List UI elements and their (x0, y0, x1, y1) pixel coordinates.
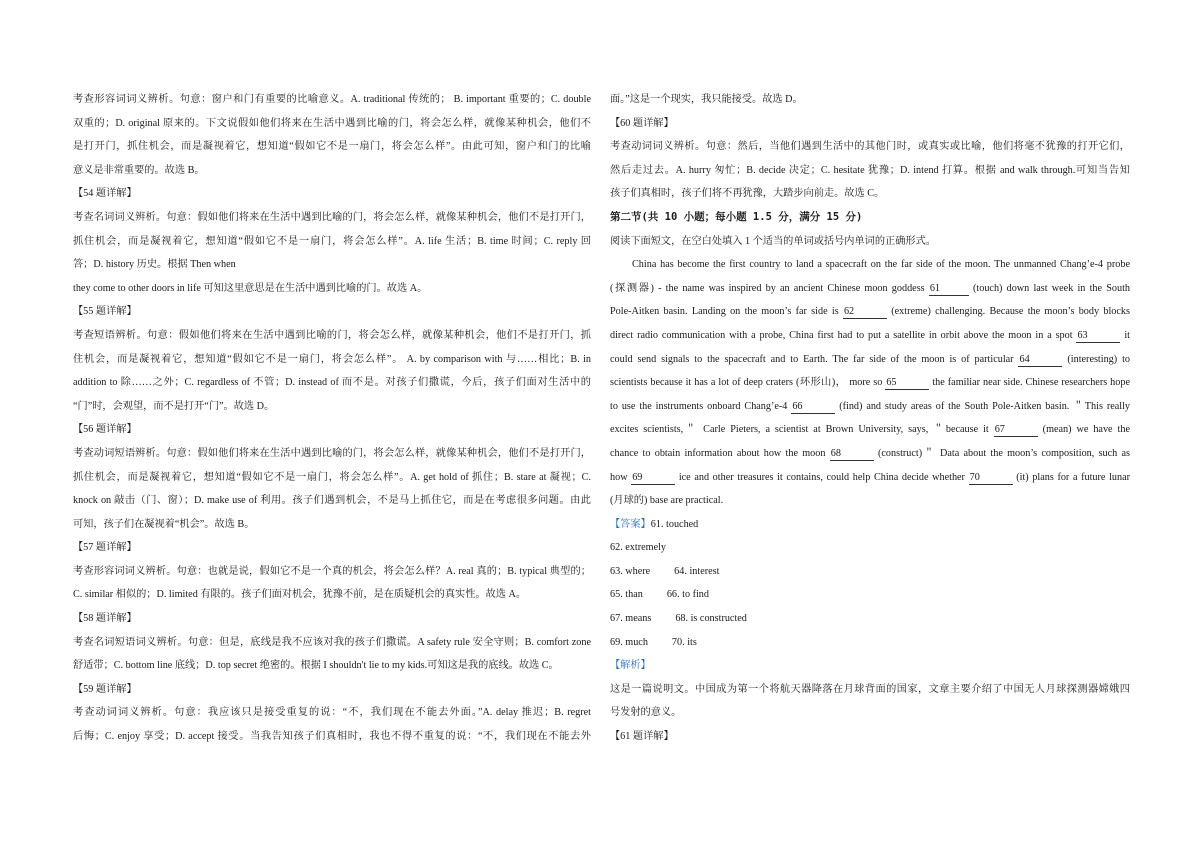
answer-67: 67. means (610, 613, 652, 625)
analysis-line-1: 这是一篇说明文。中国成为第一个将航天器降落在月球背面的国家，文章主要介绍了中国无人月球探测器嫦娥四 (610, 683, 1130, 695)
q56-line-2: 抓住机会，而是凝视着它，想知道“假如它不是一扇门，将会怎么样”。A. get hold of 抓住；B. stare at 凝视；C. (73, 471, 591, 483)
passage-line-7 (610, 395, 1130, 419)
answer-63: 63. where (610, 565, 651, 577)
passage-text: (探测器) - the name was inspired by an ancient Chinese moon goddess (610, 282, 929, 294)
heading-q59: 【59 题详解】 (73, 683, 137, 695)
q60-line-1: 考查动词词义辨析。句意：然后，当他们遇到生活中的其他门时，或真实或比喻，他们将毫不犹豫的打开它们， (610, 141, 1130, 153)
q55-line-2: 住机会，而是凝视着它，想知道“假如它不是一扇门，将会怎么样”。 A. by comparison with 与……相比；B. in (73, 353, 591, 365)
answer-line-2 (610, 536, 1130, 560)
answer-64: 64. interest (674, 565, 720, 577)
heading-q55: 【55 题详解】 (73, 306, 137, 318)
blank-68: 68 (830, 447, 874, 461)
answer-line-3 (610, 560, 1130, 584)
answer-66: 66. to find (666, 589, 709, 601)
answer-line-1 (610, 513, 1130, 537)
q60-line-3: 孩子们真相时，孩子们将不再犹豫，大踏步向前走。故选 C。 (610, 188, 885, 200)
section-title: 第二节(共 10 小题；每小题 1.5 分，满分 15 分) (610, 210, 863, 223)
passage-line-10 (610, 466, 1130, 490)
passage-line-6 (610, 371, 1130, 395)
passage-text: direct radio communication with a probe, China first had to put a satellite in orbit above the moon in a spot (610, 329, 1077, 341)
blank-64: 64 (1018, 353, 1062, 367)
passage-text: scientists because it has a lot of deep craters (环形山)， more so (610, 377, 886, 389)
passage-text: (construct)＂ Data about the moon’s composition, such as (873, 447, 1130, 459)
answer-tag: 【答案】 (610, 518, 651, 530)
q57-line-2: C. similar 相似的；D. limited 有限的。孩子们面对机会，犹豫不前，是在质疑机会的真实性。故选 A。 (73, 589, 527, 601)
passage-text: excites scientists,＂ Carle Pieters, a scientist at Brown University, says, ＂because it (610, 424, 994, 436)
q55-line-1: 考查短语辨析。句意：假如他们将来在生活中遇到比喻的门，将会怎么样，就像某种机会，他们不是打开门，抓 (73, 329, 591, 341)
passage-text: the familiar near side. Chinese researchers hope (929, 377, 1130, 389)
passage-text: Pole-Aitken basin. Landing on the moon’s far side is (610, 306, 843, 318)
heading-q61: 【61 题详解】 (610, 731, 674, 743)
q56-line-3: knock on 敲击（门、窗）；D. make use of 利用。孩子们遇到机会，不是马上抓住它，而是在考虑很多问题。由此 (73, 495, 591, 507)
q58-line-1: 考查名词短语词义辨析。句意：但是，底线是我不应该对我的孩子们撒谎。A safety rule 安全守则；B. comfort zone (73, 636, 591, 648)
blank-65: 65 (885, 376, 929, 390)
answer-70: 70. its (671, 636, 697, 648)
q53-line-2: 双重的；D. original 原来的。下文说假如他们将来在生活中遇到比喻的门，将会怎么样，就像某种机会，他们不 (73, 117, 591, 129)
passage-line-3 (610, 300, 1130, 324)
left-column (73, 88, 591, 749)
passage-text: how (610, 471, 632, 483)
right-column (610, 88, 1130, 749)
passage-text: (find) and study areas of the South Pole-Aitken basin. ＂This really (835, 400, 1130, 412)
q59-line-2: 后悔；C. enjoy 享受；D. accept 接受。当我告知孩子们真相时，我也不得不重复的说：“不，我们现在不能去外 (73, 731, 591, 743)
answer-65: 65. than (610, 589, 643, 601)
section-instruction: 阅读下面短文，在空白处填入 1 个适当的单词或括号内单词的正确形式。 (610, 235, 936, 247)
answer-line-5 (610, 607, 1130, 631)
passage-text: (touch) down last week in the South (968, 282, 1130, 294)
passage-text: (it) plans for a future lunar (1012, 471, 1130, 483)
analysis-tag: 【解析】 (610, 660, 651, 672)
answer-62: 62. extremely (610, 542, 667, 554)
passage-text: could send signals to the spacecraft and to Earth. The far side of the moon is of particular (610, 353, 1019, 365)
q54-line-2: 抓住机会，而是凝视着它，想知道“假如它不是一扇门，将会怎么样”。A. life 生活；B. time 时间；C. reply 回 (73, 235, 591, 247)
heading-q60: 【60 题详解】 (610, 117, 674, 129)
answer-61: 61. touched (650, 518, 699, 530)
passage-text: (extreme) challenging. Because the moon’s body blocks (886, 306, 1130, 318)
blank-66: 66 (791, 400, 835, 414)
passage-text: to use the instruments onboard Chang’e-4 (610, 400, 792, 412)
q54-line-1: 考查名词词义辨析。句意：假如他们将来在生活中遇到比喻的门，将会怎么样，就像某种机会，他们不是打开门， (73, 211, 591, 223)
q53-line-4: 意义是非常重要的。故选 B。 (73, 164, 205, 176)
q53-line-3: 是打开门，抓住机会，而是凝视着它，想知道“假如它不是一扇门，将会怎么样”。由此可知，窗户和门的比喻 (73, 141, 591, 153)
blank-62: 62 (843, 305, 887, 319)
passage-text: (mean) we have the (1037, 424, 1130, 436)
blank-63: 63 (1076, 329, 1120, 343)
passage-text: ice and other treasures it contains, could help China decide whether (675, 471, 969, 483)
passage-line-5 (610, 348, 1130, 372)
heading-q54: 【54 题详解】 (73, 188, 137, 200)
q56-line-4: 可知，孩子们在凝视着“机会”。故选 B。 (73, 518, 255, 530)
answer-69: 69. much (610, 636, 648, 648)
q59-line-3: 面。”这是一个现实，我只能接受。故选 D。 (610, 94, 803, 105)
passage-text: (interesting) to (1062, 353, 1130, 365)
passage-line-1: China has become the first country to land a spacecraft on the far side of the moon. The unmanned Chang’e-4 probe (632, 259, 1130, 271)
q54-line-3: 答；D. history 历史。根据 Then when (73, 259, 236, 271)
heading-q56: 【56 题详解】 (73, 424, 137, 436)
q55-line-4: “门”时，会观望，而不是打开“门”。故选 D。 (73, 400, 275, 412)
answer-line-4 (610, 583, 1130, 607)
passage-line-11: (月球的) base are practical. (610, 495, 724, 507)
q53-line-1: 考查形容词词义辨析。句意：窗户和门有重要的比喻意义。A. traditional 传统的； B. important 重要的；C. double (73, 94, 591, 105)
passage-text: chance to obtain information about how the moon (610, 447, 830, 459)
q56-line-1: 考查动词短语辨析。句意：假如他们将来在生活中遇到比喻的门，将会怎么样，就像某种机会，他们不是打开门， (73, 447, 591, 459)
passage-text: it (1120, 329, 1130, 341)
q55-line-3: addition to 除……之外；C. regardless of 不管；D. instead of 而不是。对孩子们撒谎，今后，孩子们面对生活中的 (73, 377, 591, 389)
heading-q57: 【57 题详解】 (73, 542, 137, 554)
blank-61: 61 (929, 282, 969, 296)
q57-line-1: 考查形容词词义辨析。句意：也就是说，假如它不是一个真的机会，将会怎么样？A. real 真的；B. typical 典型的； (73, 565, 591, 577)
passage-line-4 (610, 324, 1130, 348)
q60-line-2: 然后走过去。A. hurry 匆忙；B. decide 决定；C. hesitate 犹豫；D. intend 打算。根据 and walk through.可知当告知 (610, 164, 1130, 176)
q58-line-2: 舒适带；C. bottom line 底线；D. top secret 绝密的。根据 I shouldn't lie to my kids.可知这是我的底线。故选 C。 (73, 660, 559, 672)
answer-68: 68. is constructed (675, 613, 747, 625)
analysis-line-2: 号发射的意义。 (610, 707, 682, 719)
blank-69: 69 (631, 471, 675, 485)
passage-line-8 (610, 418, 1130, 442)
q59-line-1: 考查动词词义辨析。句意：我应该只是接受重复的说：“不，我们现在不能去外面。”A. delay 推迟；B. regret (73, 707, 591, 719)
blank-70: 70 (969, 471, 1013, 485)
passage-line-9 (610, 442, 1130, 466)
passage-line-2 (610, 277, 1130, 301)
q54-line-4: they come to other doors in life 可知这里意思是在生活中遇到比喻的门。故选 A。 (73, 282, 428, 294)
blank-67: 67 (994, 423, 1038, 437)
heading-q58: 【58 题详解】 (73, 613, 137, 625)
answer-line-6 (610, 631, 1130, 655)
